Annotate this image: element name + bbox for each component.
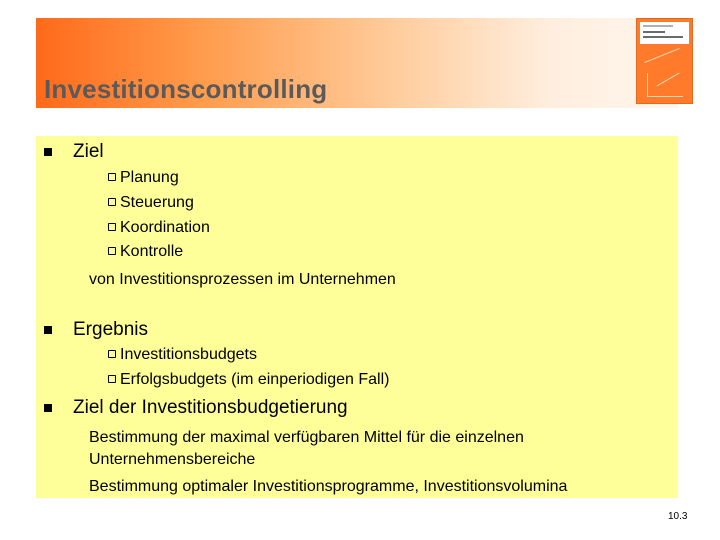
page-number: 10.3 (668, 511, 688, 522)
budgetierung-line: Bestimmung der maximal verfügbaren Mittel für die einzelnen (89, 429, 524, 446)
subitem: Erfolgsbudgets (im einperiodigen Fall) (108, 371, 389, 389)
budgetierung-line: Unternehmensbereiche (89, 451, 256, 468)
hollow-square-bullet-icon (108, 350, 116, 358)
square-bullet-icon (44, 148, 52, 156)
square-bullet-icon (44, 326, 52, 334)
hollow-square-bullet-icon (108, 375, 116, 383)
hollow-square-bullet-icon (108, 223, 116, 231)
hollow-square-bullet-icon (108, 198, 116, 206)
hollow-square-bullet-icon (108, 247, 116, 255)
subitem: Planung (108, 169, 179, 187)
subitem: Investitionsbudgets (108, 346, 257, 364)
subitem: Kontrolle (108, 243, 183, 261)
book-cover-image (636, 18, 693, 104)
bullet-heading-budgetierung: Ziel der Investitionsbudgetierung (73, 397, 348, 418)
subitem: Steuerung (108, 194, 194, 212)
budgetierung-line: Bestimmung optimaler Investitionsprogramme, Investitionsvolumina (89, 478, 568, 495)
hollow-square-bullet-icon (108, 173, 116, 181)
ziel-note: von Investitionsprozessen im Unternehmen (89, 271, 396, 288)
bullet-heading-ziel: Ziel (73, 141, 104, 162)
slide-title: Investitionscontrolling (44, 74, 328, 104)
square-bullet-icon (44, 404, 52, 412)
bullet-heading-ergebnis: Ergebnis (73, 319, 148, 340)
subitem: Koordination (108, 219, 210, 237)
